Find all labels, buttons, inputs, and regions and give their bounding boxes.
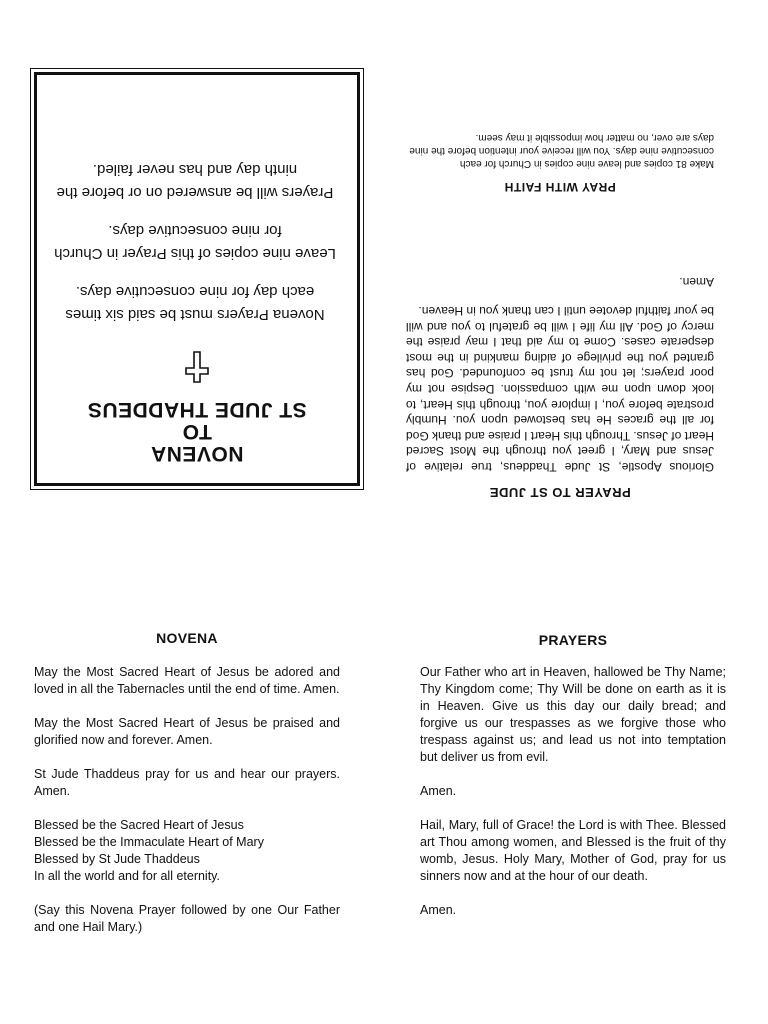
card-para-2: Leave nine copies of this Prayer in Church for nine consecutive days. [54, 222, 336, 262]
our-father-text: Our Father who art in Heaven, hallowed be Thy Name; Thy Kingdom come; Thy Will be done on earth as it is in Heaven. Give us this day our daily bread; and forgive us our trespasses as we forgive those who trespass against us; and lead us not into temptation but deliver us from evil. [420, 665, 726, 764]
prayers-heading: PRAYERS [538, 632, 608, 648]
novena-section [34, 630, 340, 953]
hail-mary-text: Hail, Mary, full of Grace! the Lord is with Thee. Blessed art Thou among women, and Blessed is the fruit of thy womb, Jesus. Holy Mary, Mother of God, pray for us sinners now and at the hour of our death. [420, 818, 726, 883]
prayer-to-st-jude-section [404, 56, 716, 500]
prayers-section [420, 632, 726, 936]
novena-heading: NOVENA [156, 630, 218, 646]
novena-card [40, 78, 354, 480]
prayers-body [420, 664, 726, 919]
novena-para-2: May the Most Sacred Heart of Jesus be praised and glorified now and forever. Amen. [34, 716, 340, 747]
prayer-to-st-jude-body [406, 261, 714, 474]
blessing-line-1: Blessed be the Sacred Heart of Jesus [34, 818, 244, 832]
card-para-1: Novena Prayers must be said six times each day for nine consecutive days. [65, 283, 325, 323]
card-para-3: Prayers will be answered on or before the ninth day and has never failed. [56, 161, 334, 201]
blessing-line-4: In all the world and for all eternity. [34, 869, 220, 883]
novena-para-5: (Say this Novena Prayer followed by one Our Father and one Hail Mary.) [34, 903, 340, 934]
card-instructions [50, 143, 340, 326]
pray-with-faith-heading: PRAY WITH FAITH [504, 180, 616, 194]
blessing-line-2: Blessed be the Immaculate Heart of Mary [34, 835, 264, 849]
novena-para-1: May the Most Sacred Heart of Jesus be adored and loved in all the Tabernacles until the end of time. Amen. [34, 665, 340, 696]
card-title-line2: TO [182, 420, 212, 443]
prayer-to-st-jude-text: Glorious Apostle, St Jude Thaddeus, true relative of Jesus and Mary, I greet you through the Most Sacred Heart of Jesus. Through this Heart I praise and thank God for all the graces He has bestowed upon you. Humbly prostrate before you, I implore you, through this Heart, to look down upon me with compassion. Despise not my poor prayers; let not my trust be confounded. God has granted you the privilege of aiding mankind in the most desperate cases. Come to my aid that I may praise the mercy of God. All my life I will be grateful to you and will be your faithful devotee until I can thank you in Heaven. [406, 304, 714, 474]
card-title [40, 398, 354, 464]
copies-note: Make 81 copies and leave nine copies in Church for each consecutive nine days. You will receive your intention before the nine days are over, no matter how impossible it may seem. [409, 132, 714, 169]
novena-blessings [34, 817, 340, 885]
our-father-amen: Amen. [420, 784, 457, 798]
card-title-line1: NOVENA [150, 442, 244, 465]
novena-body [34, 664, 340, 936]
card-title-line3: ST JUDE THADDEUS [87, 398, 307, 421]
hail-mary-amen: Amen. [420, 903, 457, 917]
prayer-to-st-jude-heading: PRAYER TO ST JUDE [489, 485, 631, 500]
novena-para-3: St Jude Thaddeus pray for us and hear our prayers. Amen. [34, 767, 340, 798]
cross-icon [185, 351, 209, 383]
blessing-line-3: Blessed by St Jude Thaddeus [34, 852, 200, 866]
prayer-to-st-jude-amen: Amen. [679, 275, 714, 290]
